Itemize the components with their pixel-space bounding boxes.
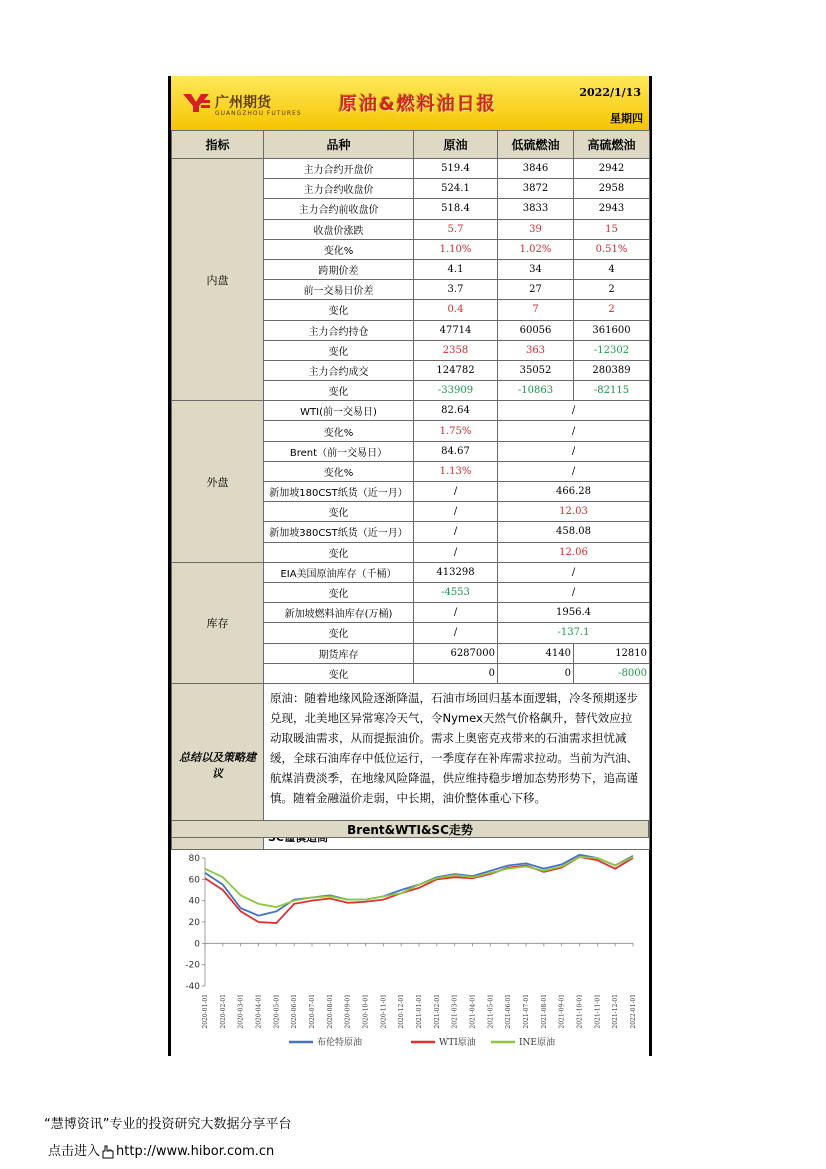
value-cell: 413298 (414, 562, 498, 582)
x-tick-label: 2020-10-01 (362, 994, 370, 1029)
x-tick-label: 2021-09-01 (558, 994, 566, 1029)
x-tick-label: 2022-01-01 (630, 994, 637, 1029)
value-cell: 2943 (574, 199, 650, 219)
row-label: Brent（前一交易日） (264, 441, 414, 461)
value-cell: 5.7 (414, 219, 498, 239)
value-cell: 2358 (414, 340, 498, 360)
value-cell: 7 (498, 300, 574, 320)
footer-slogan (44, 1113, 292, 1132)
value-cell: -4553 (414, 582, 498, 602)
value-cell: -8000 (574, 663, 650, 683)
value-cell: 15 (574, 219, 650, 239)
x-tick-label: 2020-07-01 (309, 994, 316, 1029)
x-tick-label: 2021-07-01 (523, 994, 530, 1029)
y-tick-label: 0 (194, 939, 200, 950)
value-cell: 3872 (498, 179, 574, 199)
col-header: 高硫燃油 (574, 131, 650, 159)
summary-row (172, 683, 650, 824)
value-cell: 1.13% (414, 461, 498, 481)
value-cell: -12302 (574, 340, 650, 360)
value-cell: 1.10% (414, 239, 498, 259)
value-cell: 4.1 (414, 259, 498, 279)
footer-slogan-text: 专业的投资研究大数据分享平台 (109, 1117, 292, 1132)
x-tick-label: 2020-09-01 (344, 994, 352, 1029)
col-header: 指标 (172, 131, 264, 159)
row-label: 变化 (264, 623, 414, 643)
x-tick-label: 2020-01-01 (202, 994, 209, 1029)
table-header-row (172, 131, 650, 159)
x-tick-label: 2020-04-01 (255, 994, 263, 1029)
row-label: 新加坡180CST纸货（近一月） (264, 482, 414, 502)
value-cell: / (414, 522, 498, 542)
logo-en: GUANGZHOU FUTURES (215, 110, 302, 117)
x-tick-label: 2021-01-01 (416, 994, 423, 1029)
row-label: 变化% (264, 421, 414, 441)
value-cell: 363 (498, 340, 574, 360)
value-cell: 0 (414, 663, 498, 683)
row-label: 变化 (264, 582, 414, 602)
y-tick-label: 40 (188, 896, 200, 907)
x-tick-label: 2021-05-01 (487, 994, 495, 1029)
row-label: 收盘价涨跌 (264, 219, 414, 239)
legend-label: INE原油 (519, 1038, 556, 1048)
value-cell: / (498, 461, 650, 481)
row-label: 新加坡燃料油库存(万桶) (264, 603, 414, 623)
value-cell: 0 (498, 663, 574, 683)
x-tick-label: 2021-03-01 (451, 994, 459, 1029)
table-row (172, 562, 650, 582)
row-label: 变化 (264, 300, 414, 320)
value-cell: -82115 (574, 381, 650, 401)
x-tick-label: 2021-12-01 (612, 994, 620, 1029)
row-label: 变化% (264, 461, 414, 481)
value-cell: 12.06 (498, 542, 650, 562)
value-cell: 2 (574, 280, 650, 300)
value-cell: 518.4 (414, 199, 498, 219)
value-cell: -137.1 (498, 623, 650, 643)
legend-label: 布伦特原油 (317, 1038, 363, 1048)
y-tick-label: -20 (185, 960, 200, 971)
row-label: 新加坡380CST纸货（近一月） (264, 522, 414, 542)
report-date: 2022/1/13 (579, 86, 641, 99)
col-header: 品种 (264, 131, 414, 159)
value-cell: / (414, 542, 498, 562)
col-header: 低硫燃油 (498, 131, 574, 159)
value-cell: 12.03 (498, 502, 650, 522)
value-cell: 34 (498, 259, 574, 279)
x-tick-label: 2021-04-01 (469, 994, 477, 1029)
summary-text: 原油：随着地缘风险逐渐降温，石油市场回归基本面逻辑，冷冬预期逐步兑现，北美地区异常寒冷天气，令Nymex天然气价格飙升，替代效应拉动取暖油需求，从而提振油价。需求上奥密克戎带来的石油需求担忧减缓，全球石油库存中低位运行，一季度存在补库需求拉动。当前为汽油、航煤消费淡季，在地缘风险降温，供应维持稳步增加态势形势下，追高谨慎。随着金融溢价走弱，中长期，油价整体重心下移。 (264, 683, 650, 824)
x-tick-label: 2021-10-01 (576, 994, 584, 1029)
value-cell: 4140 (498, 643, 574, 663)
summary-category: 总结以及策略建议 (172, 683, 264, 849)
row-label: 变化 (264, 502, 414, 522)
category-cell: 内盘 (172, 159, 264, 401)
row-label: EIA美国原油库存（千桶） (264, 562, 414, 582)
value-cell: 466.28 (498, 482, 650, 502)
footer-enter: 点击进入 (48, 1144, 101, 1159)
y-tick-label: 80 (188, 854, 200, 864)
value-cell: 84.67 (414, 441, 498, 461)
row-label: 变化% (264, 239, 414, 259)
row-label: 主力合约收盘价 (264, 179, 414, 199)
x-tick-label: 2021-11-01 (594, 994, 602, 1029)
value-cell: 82.64 (414, 401, 498, 421)
value-cell: 1.75% (414, 421, 498, 441)
footer-brand: “慧博资讯” (44, 1117, 110, 1132)
x-tick-label: 2020-06-01 (291, 994, 299, 1029)
value-cell: 12810 (574, 643, 650, 663)
value-cell: 47714 (414, 320, 498, 340)
row-label: 变化 (264, 663, 414, 683)
value-cell: 3.7 (414, 280, 498, 300)
x-tick-label: 2020-12-01 (398, 994, 406, 1029)
y-tick-label: 20 (188, 918, 200, 928)
value-cell: 124782 (414, 360, 498, 380)
category-cell: 外盘 (172, 401, 264, 563)
value-cell: 0.4 (414, 300, 498, 320)
value-cell: 4 (574, 259, 650, 279)
hand-pointer-icon (100, 1145, 116, 1159)
value-cell: / (498, 582, 650, 602)
footer-url[interactable]: http://www.hibor.com.cn (116, 1144, 275, 1159)
row-label: 主力合约成交 (264, 360, 414, 380)
value-cell: 3833 (498, 199, 574, 219)
value-cell: 0.51% (574, 239, 650, 259)
value-cell: 524.1 (414, 179, 498, 199)
value-cell: 3846 (498, 159, 574, 179)
value-cell: 27 (498, 280, 574, 300)
table-row (172, 401, 650, 421)
value-cell: / (414, 603, 498, 623)
x-tick-label: 2020-03-01 (237, 994, 245, 1029)
col-header: 原油 (414, 131, 498, 159)
value-cell: 1956.4 (498, 603, 650, 623)
table-row (172, 159, 650, 179)
legend-label: WTI原油 (439, 1038, 476, 1048)
x-tick-label: 2021-08-01 (540, 994, 548, 1029)
table-body (172, 159, 650, 850)
chart-title: Brent&WTI&SC走势 (171, 820, 649, 838)
value-cell: 60056 (498, 320, 574, 340)
x-tick-label: 2020-02-01 (219, 994, 227, 1029)
row-label: 变化 (264, 340, 414, 360)
report-header (168, 76, 652, 130)
value-cell: 2958 (574, 179, 650, 199)
row-label: WTI(前一交易日) (264, 401, 414, 421)
data-table (171, 130, 650, 850)
row-label: 主力合约持仓 (264, 320, 414, 340)
category-cell: 库存 (172, 562, 264, 683)
y-tick-label: -40 (185, 982, 200, 992)
value-cell: 458.08 (498, 522, 650, 542)
guangzhou-futures-logo-icon (183, 92, 211, 114)
row-label: 前一交易日价差 (264, 280, 414, 300)
value-cell: / (498, 421, 650, 441)
value-cell: 2 (574, 300, 650, 320)
footer-link[interactable] (48, 1140, 274, 1159)
value-cell: 39 (498, 219, 574, 239)
row-label: 变化 (264, 542, 414, 562)
price-chart (171, 838, 649, 1056)
x-tick-label: 2020-05-01 (273, 994, 281, 1029)
x-tick-label: 2021-02-01 (433, 994, 441, 1029)
value-cell: / (498, 401, 650, 421)
row-label: 主力合约开盘价 (264, 159, 414, 179)
x-tick-label: 2020-08-01 (326, 994, 334, 1029)
row-label: 期货库存 (264, 643, 414, 663)
value-cell: / (498, 562, 650, 582)
series-line-2 (205, 857, 633, 907)
value-cell: 1.02% (498, 239, 574, 259)
report-weekday: 星期四 (610, 112, 643, 125)
value-cell: 280389 (574, 360, 650, 380)
value-cell: -33909 (414, 381, 498, 401)
value-cell: / (414, 482, 498, 502)
value-cell: 6287000 (414, 643, 498, 663)
y-tick-label: 60 (188, 875, 200, 886)
row-label: 主力合约前收盘价 (264, 199, 414, 219)
value-cell: 519.4 (414, 159, 498, 179)
x-tick-label: 2021-06-01 (505, 994, 513, 1029)
value-cell: / (414, 502, 498, 522)
value-cell: 2942 (574, 159, 650, 179)
report-title: 原油&燃料油日报 (339, 94, 497, 115)
row-label: 变化 (264, 381, 414, 401)
x-tick-label: 2020-11-01 (380, 994, 388, 1029)
value-cell: -10863 (498, 381, 574, 401)
value-cell: 35052 (498, 360, 574, 380)
value-cell: / (414, 623, 498, 643)
logo-cn: 广州期货 (215, 95, 271, 111)
value-cell: / (498, 441, 650, 461)
row-label: 跨期价差 (264, 259, 414, 279)
value-cell: 361600 (574, 320, 650, 340)
